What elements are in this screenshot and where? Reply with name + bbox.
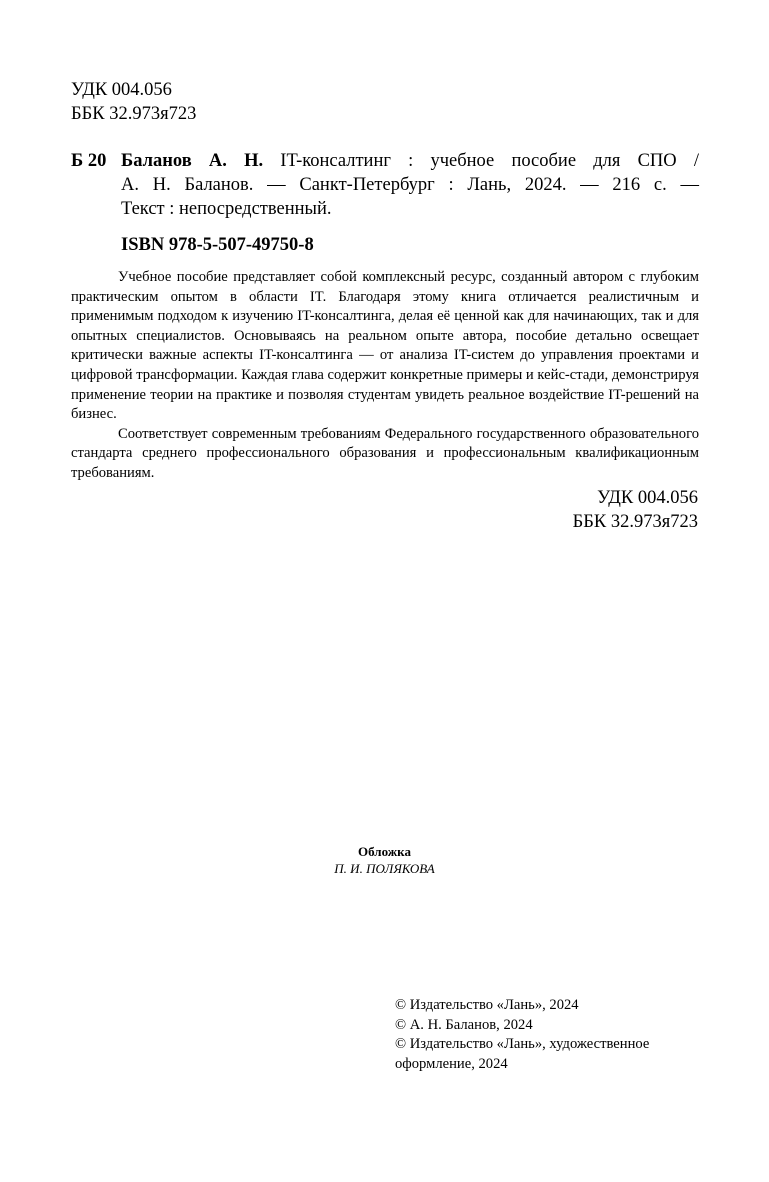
bbk-code: ББК 32.973я723 — [71, 104, 197, 124]
copyright-line: © А. Н. Баланов, 2024 — [395, 1016, 533, 1033]
classification-block-right — [573, 486, 698, 534]
abstract — [71, 268, 699, 484]
copyright-line: © Издательство «Лань», 2024 — [395, 997, 579, 1013]
cover-designer: П. И. ПОЛЯКОВА — [334, 861, 435, 876]
cover-credit — [0, 843, 769, 877]
entry-line-3: Текст : непосредственный. — [121, 199, 332, 219]
cover-label: Обложка — [358, 844, 411, 859]
bibliographic-entry — [71, 149, 699, 221]
copyright-line: © Издательство «Лань», художественное — [395, 1036, 650, 1053]
entry-line-1 — [71, 149, 699, 173]
author-mark: Б 20 — [71, 151, 107, 171]
udk-code: УДК 004.056 — [71, 80, 172, 100]
bbk-code: ББК 32.973я723 — [572, 512, 698, 532]
abstract-paragraph: Соответствует современным требованиям Федерального государственного образовательного стандарта среднего профессионального образования и профессиональным квалификационным требованиям. — [71, 425, 699, 481]
book-title: IT-консалтинг : учебное пособие для СПО / — [263, 151, 699, 171]
abstract-paragraph: Учебное пособие представляет собой комплексный ресурс, созданный автором с глубоким практическим опытом в области IT. Благодаря этому книга отличается реалистичным и применимым подходом к изучению IT-консалтинга, делая её ценной как для начинающих, так и для опытных специалистов. Основываясь на реальном опыте автора, пособие детально освещает критически важные аспекты IT-консалтинга — от анализа IT-систем до управления проектами и цифровой трансформации. Каждая глава содержит конкретные примеры и кейс-стади, демонстрируя применение теории на практике и позволяя студентам увидеть реальное воздействие IT-решений на бизнес. — [71, 269, 699, 423]
udk-code: УДК 004.056 — [597, 488, 698, 508]
copyright-block — [395, 996, 649, 1074]
isbn: ISBN 978-5-507-49750-8 — [121, 235, 314, 255]
copyright-line: оформление, 2024 — [395, 1055, 508, 1072]
classification-block — [71, 78, 196, 126]
author-name: Баланов А. Н. — [121, 151, 264, 171]
entry-line-2: А. Н. Баланов. — Санкт-Петербург : Лань, 2024. — 216 с. — — [121, 175, 699, 195]
